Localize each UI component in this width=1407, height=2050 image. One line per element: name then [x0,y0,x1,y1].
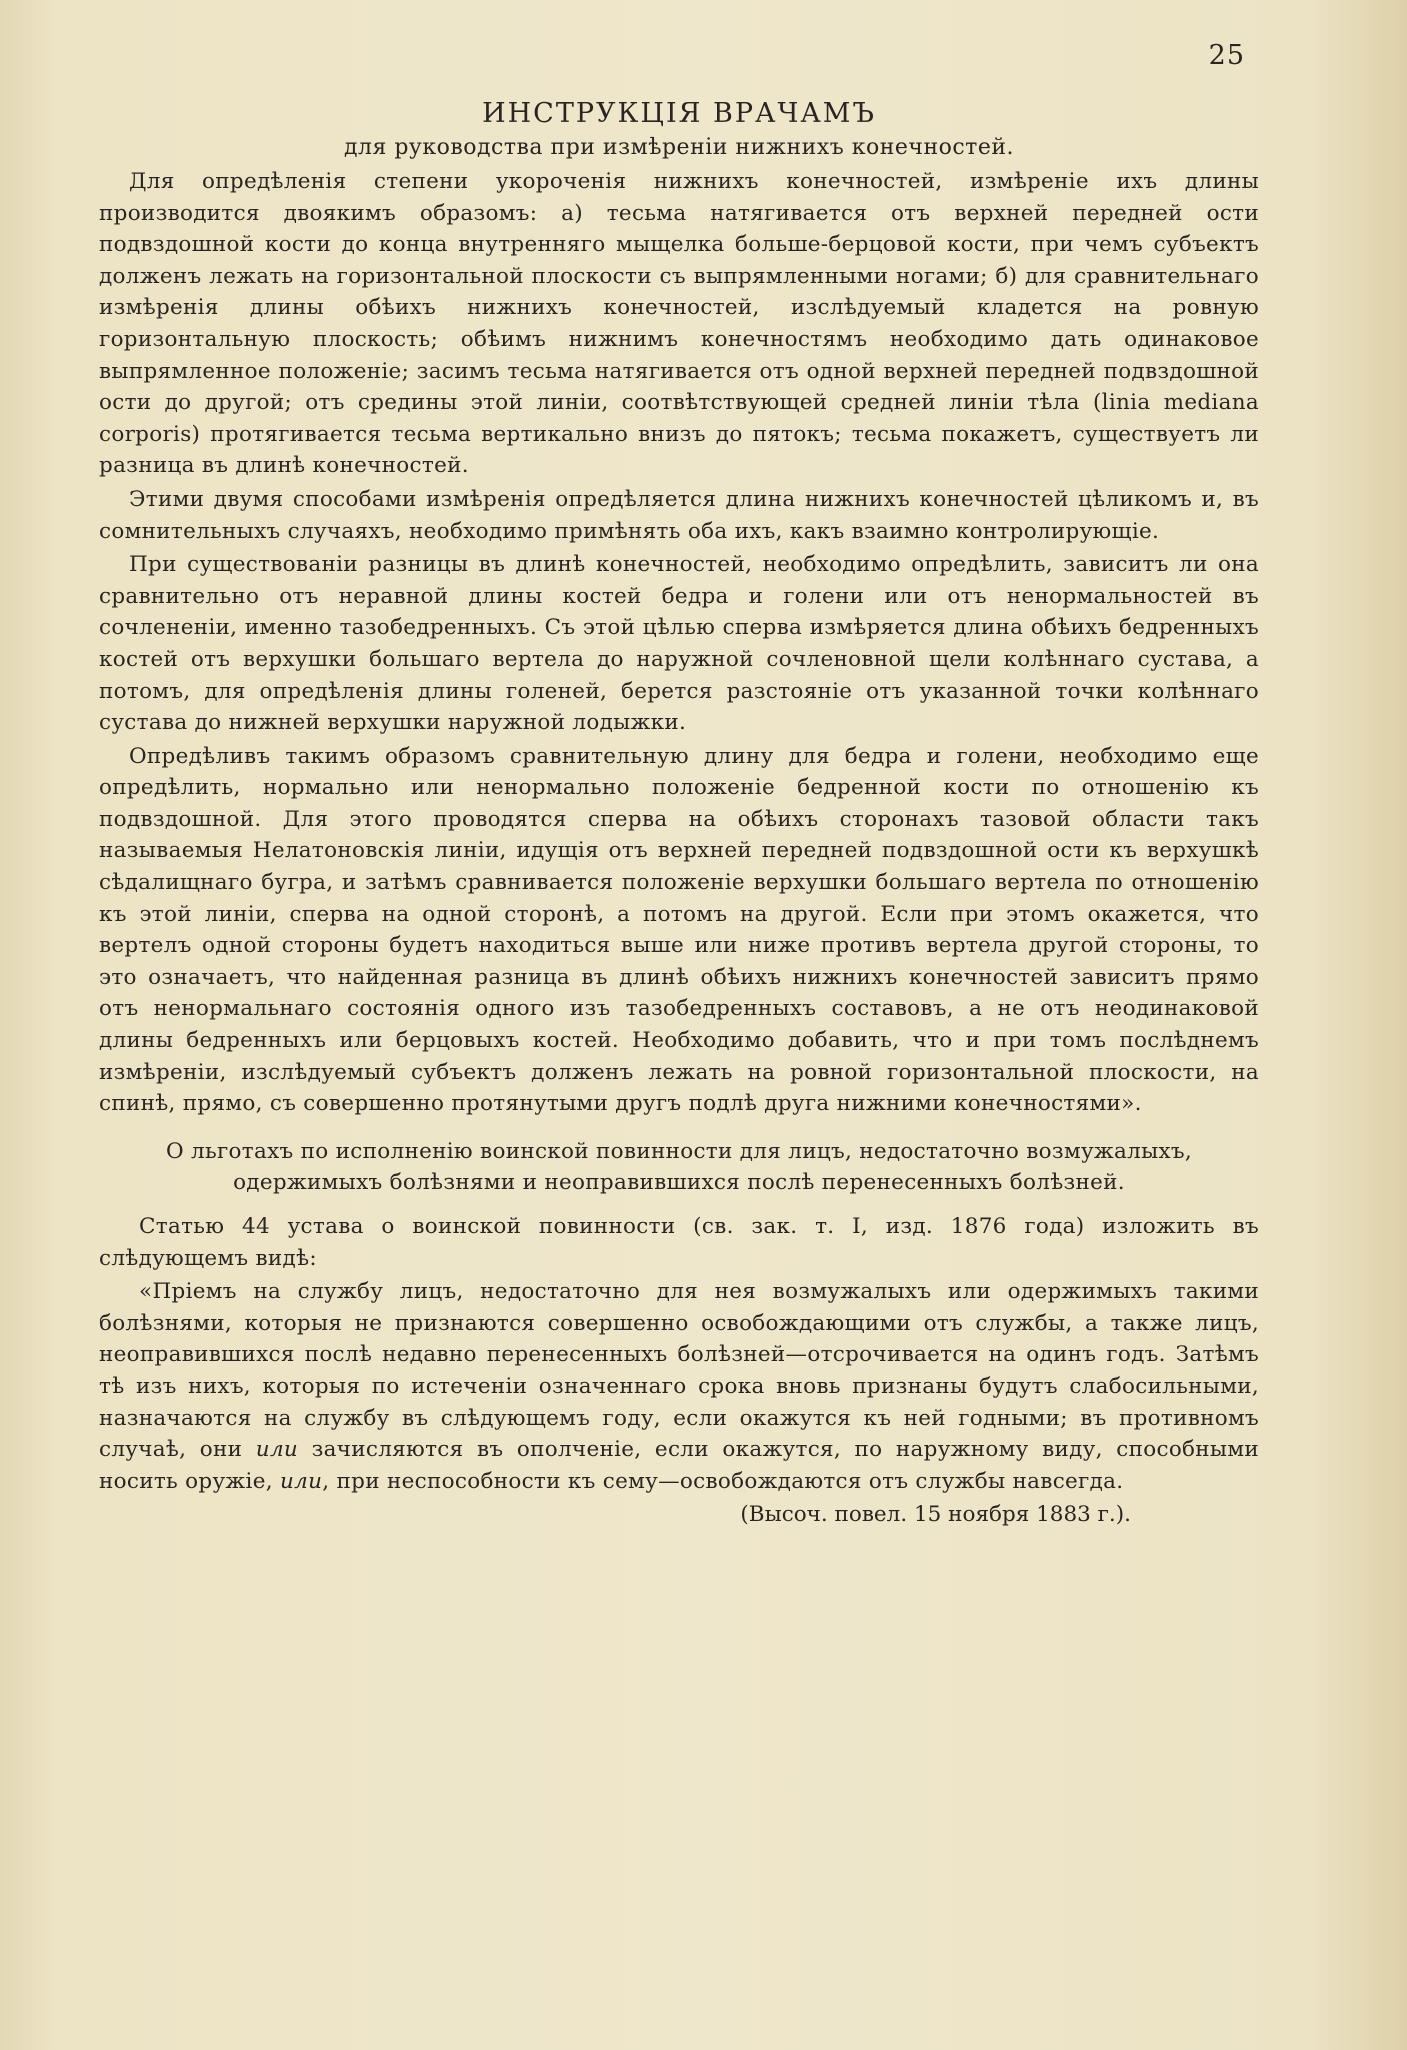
page-number: 25 [1208,40,1245,71]
page-content [99,96,1259,1531]
decree-citation: (Высоч. повел. 15 ноября 1883 г.). [740,1502,1131,1528]
quote-part-3: , при неспособности къ сему—освобождаются отъ службы навсегда. [322,1468,1124,1494]
quote-emphasis-2: или [279,1468,323,1494]
quote-emphasis-1: или [255,1437,299,1463]
paragraph-measurement-methods: Для опредѣленія степени укороченія нижнихъ конечностей, измѣреніе ихъ длины производится двоякимъ образомъ: а) тесьма натягивается отъ верхней передней ости подвздошной кости до конца внутренняго мыщелка больше-берцовой кости, при чемъ субъектъ долженъ лежать на горизонтальной плоскости съ выпрямленными ногами; б) для сравнительнаго измѣренія длины обѣихъ нижнихъ конечностей, изслѣдуемый кладется на ровную горизонтальную плоскость; обѣимъ нижнимъ конечностямъ необходимо дать одинаковое выпрямленное положеніе; засимъ тесьма натягивается отъ одной верхней передней подвздошной ости до другой; отъ средины этой линіи, соотвѣтствующей средней линіи тѣла (linia mediana corporis) протягивается тесьма вертикально внизъ до пятокъ; тесьма покажетъ, существуетъ ли разница въ длинѣ конечностей. [99,169,1259,479]
paragraph-quoted-article [99,1276,1259,1497]
quote-part-2: зачисляются въ ополченіе, если окажутся, по наружному виду, способными носить оружіе, [99,1437,1259,1494]
paragraph-article-44: Статью 44 устава о воинской повинности (св. зак. т. I, изд. 1876 года) изложить въ слѣдующемъ видѣ: [99,1214,1259,1271]
quote-part-1: «Пріемъ на службу лицъ, недостаточно для нея возмужалыхъ или одержимыхъ такими болѣзнями, которыя не признаются совершенно освобождающими отъ службы, а также лицъ, неоправившихся послѣ недавно перенесенныхъ болѣзней—отсрочивается на одинъ годъ. Затѣмъ тѣ изъ нихъ, которыя по истеченіи означеннаго срока вновь признаны будутъ слабосильными, назначаются на службу въ слѣдующемъ году, если окажутся къ ней годными; въ противномъ случаѣ, они [99,1279,1259,1463]
paragraph-nelaton-lines: Опредѣливъ такимъ образомъ сравнительную длину для бедра и голени, необходимо еще опредѣлить, нормально или ненормально положеніе бедренной кости по отношенію къ подвздошной. Для этого проводятся сперва на обѣихъ сторонахъ тазовой области такъ называемыя Нелатоновскія линіи, идущія отъ верхней передней подвздошной ости къ верхушкѣ сѣдалищнаго бугра, и затѣмъ сравнивается положеніе верхушки большаго вертела по отношенію къ этой линіи, сперва на одной сторонѣ, а потомъ на другой. Если при этомъ окажется, что вертелъ одной стороны будетъ находиться выше или ниже противъ вертела другой стороны, то это означаетъ, что найденная разница въ длинѣ обѣихъ нижнихъ конечностей зависитъ прямо отъ ненормальнаго состоянія одного изъ тазобедренныхъ составовъ, а не отъ неодинаковой длины бедренныхъ или берцовыхъ костей. Необходимо добавить, что и при томъ послѣднемъ измѣреніи, изслѣдуемый субъектъ долженъ лежать на ровной горизонтальной плоскости, на спинѣ, прямо, съ совершенно протянутыми другъ подлѣ друга нижними конечностями». [99,743,1259,1117]
instruction-subtitle: для руководства при измѣреніи нижнихъ конечностей. [343,135,1015,160]
instruction-title: ИНСТРУКЦІЯ ВРАЧАМЪ [482,98,876,129]
paragraph-length-difference: При существованіи разницы въ длинѣ конечностей, необходимо опредѣлить, зависитъ ли она сравнительно отъ неравной длины костей бедра и голени или отъ ненормальностей въ сочлененіи, именно тазобедренныхъ. Съ этой цѣлью сперва измѣряется длина обѣихъ бедренныхъ костей отъ верхушки большаго вертела до наружной сочленовной щели колѣннаго сустава, а потомъ, для опредѣленія длины голеней, берется разстояніе отъ указанной точки колѣннаго сустава до нижней верхушки наружной лодыжки. [99,552,1259,736]
section-heading-exemptions: О льготахъ по исполненію воинской повинности для лицъ, недостаточно возмужалыхъ, одержимыхъ болѣзнями и неоправившихся послѣ перенесенныхъ болѣзней. [165,1138,1193,1196]
paragraph-both-methods: Этими двумя способами измѣренія опредѣляется длина нижнихъ конечностей цѣликомъ и, въ сомнительныхъ случаяхъ, необходимо примѣнять оба ихъ, какъ взаимно контролирующіе. [99,486,1259,544]
